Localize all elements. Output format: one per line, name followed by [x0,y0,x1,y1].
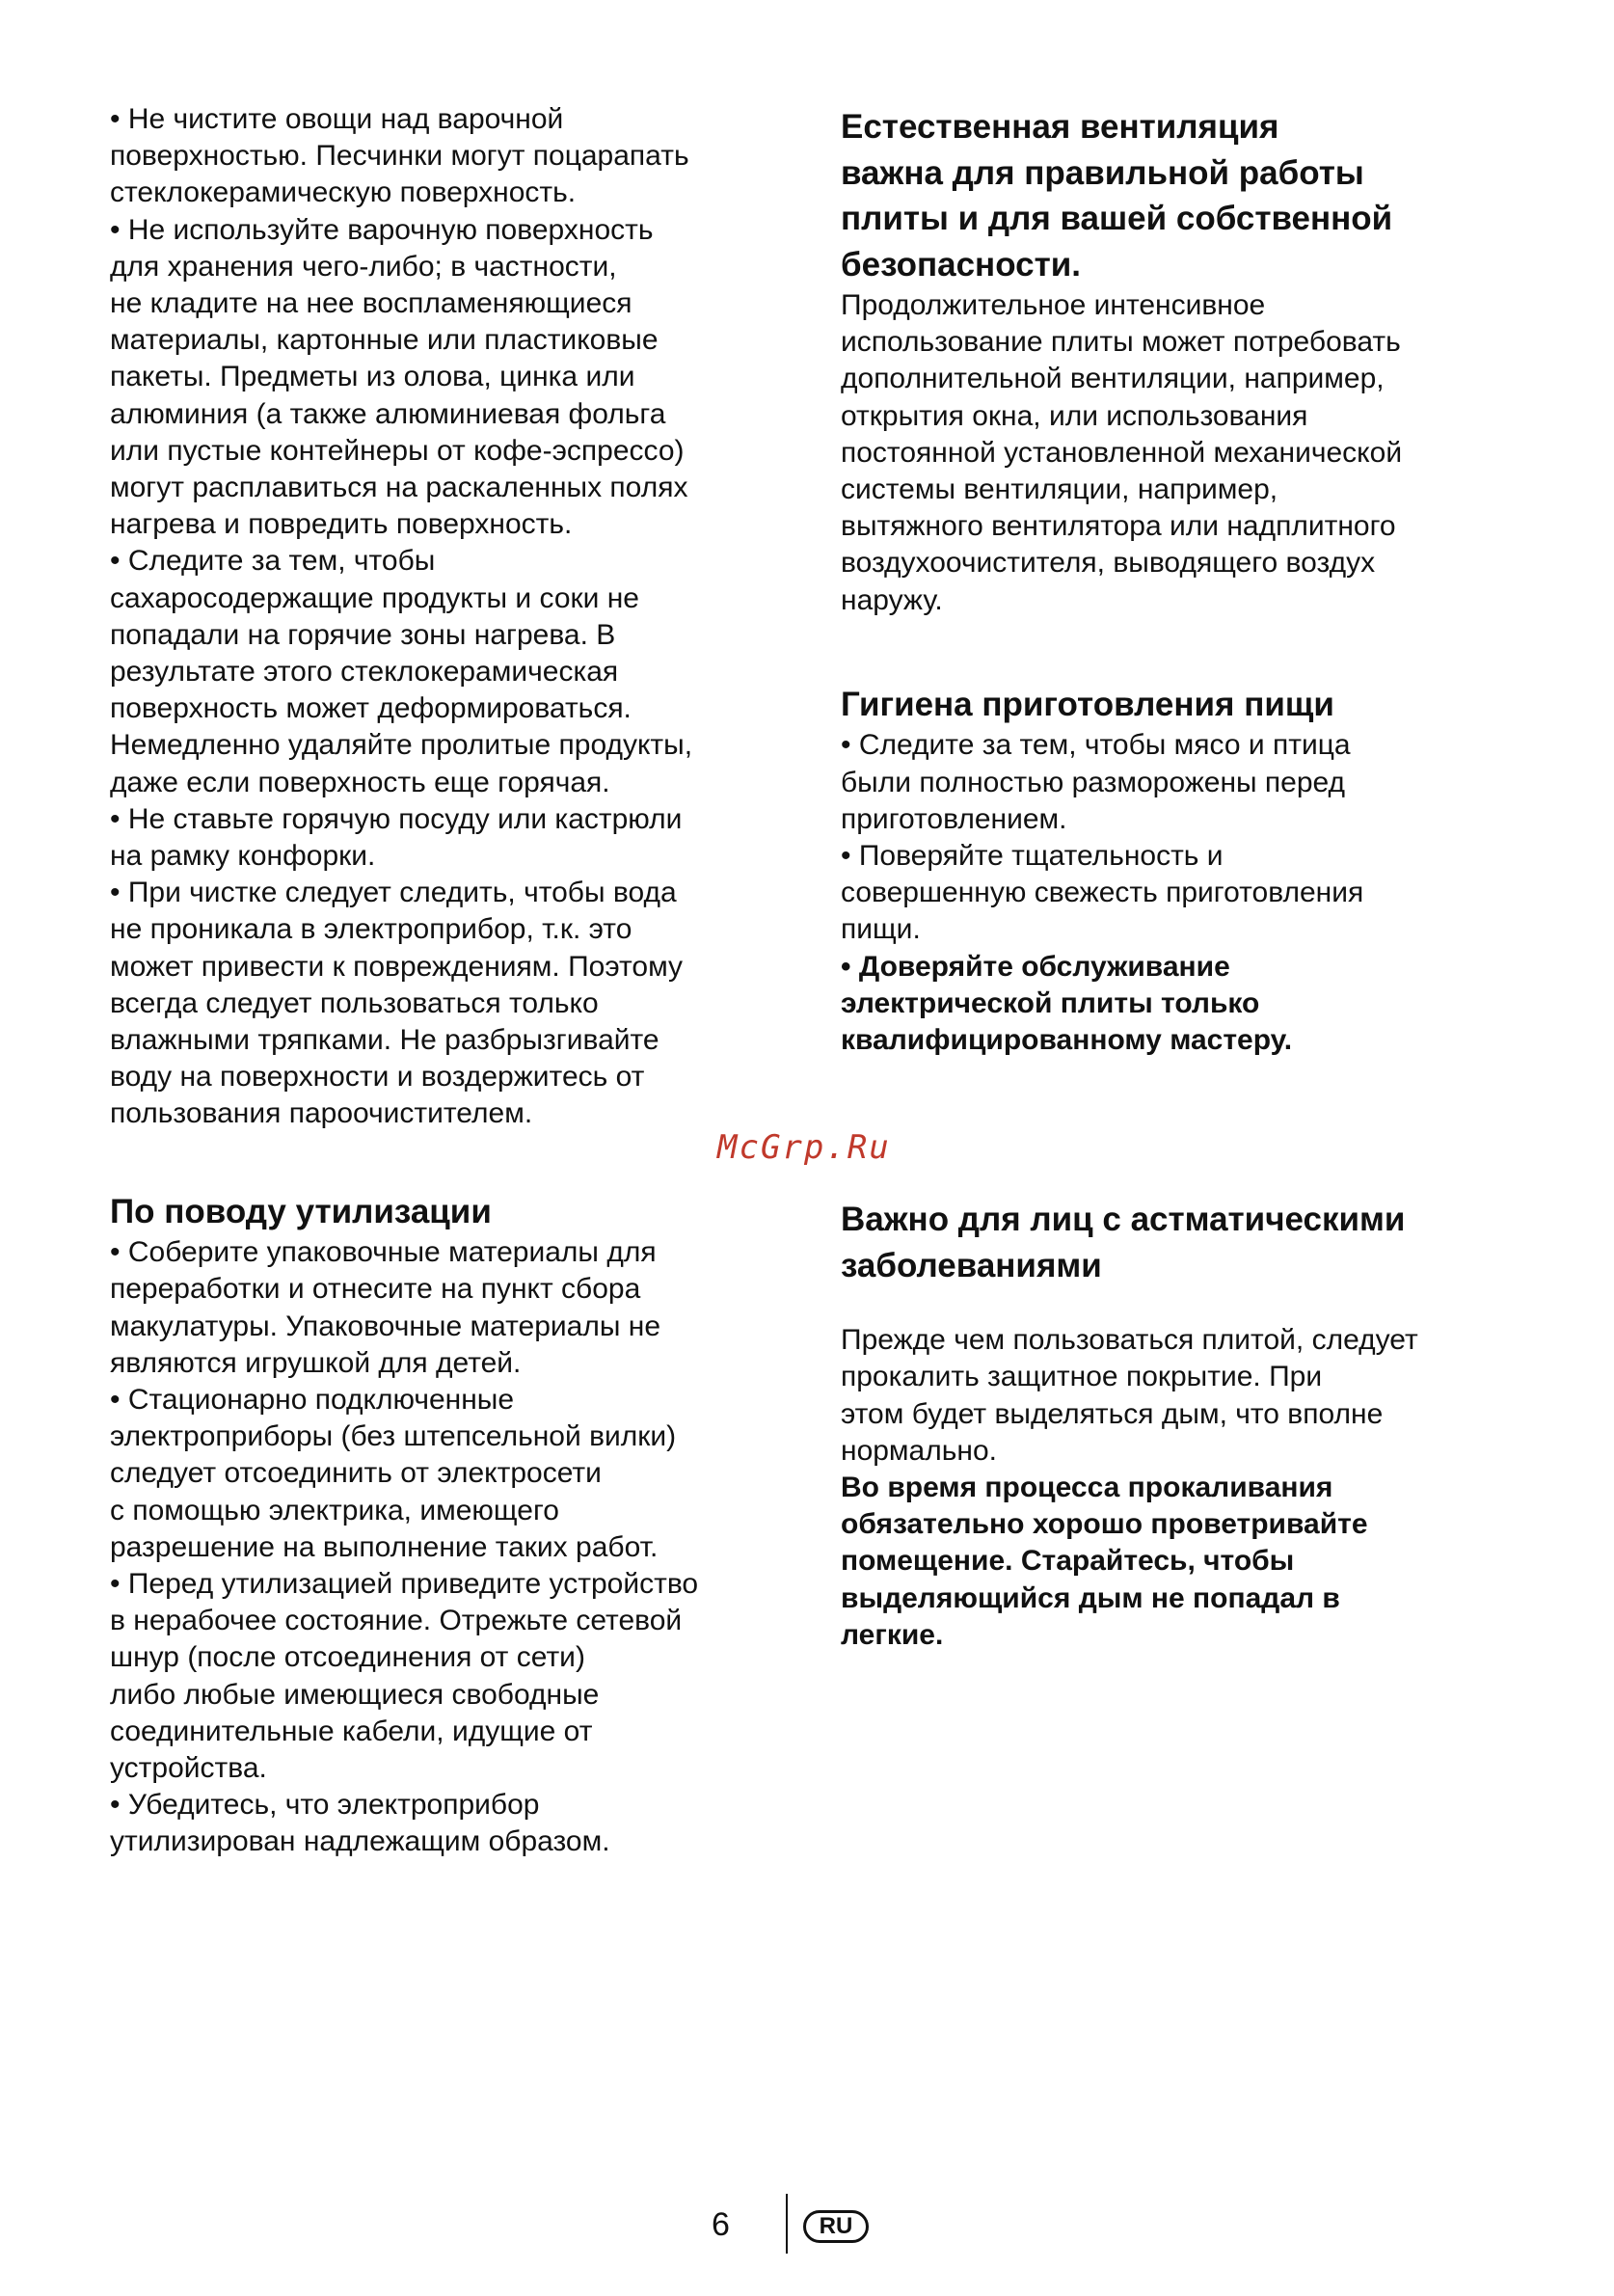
right-column [841,104,1516,1654]
ventilation-text: Продолжительное интенсивное использование плиты может потребовать дополнительной вентиляции, например, открытия окна, или использования постоянной установленной механической системы вентиляции, например, вытяжного вентилятора или надплитного воздухоочистителя, выводящего воздух наружу. [841,289,1403,616]
footer-divider [786,2194,788,2254]
disposal-heading: По поводу утилизации [110,1192,492,1230]
watermark: McGrp.Ru [717,1128,891,1167]
hygiene-heading: Гигиена приготовления пищи [841,685,1334,723]
paragraph-storage: • Не используйте варочную поверхность для хранения чего-либо; в частности, не кладите на нее воспламеняющиеся материалы, картонные или пластиковые пакеты. Предметы из олова, цинка или алюминия (а также алюминиевая фольга или пустые контейнеры от кофе-эспрессо) могут расплавиться на раскаленных полях нагрева и повредить поверхность. [110,213,688,541]
asthma-text: Прежде чем пользоваться плитой, следует прокалить защитное покрытие. При этом будет выделяться дым, что вполне нормально. [841,1324,1418,1467]
paragraph-before-disposal: • Перед утилизацией приведите устройство в нерабочее состояние. Отрежьте сетевой шнур (после отсоединения от сети) либо любые имеющиеся свободные соединительные кабели, идущие от устройства. [110,1568,699,1785]
page-number: 6 [712,2206,730,2243]
asthma-warning: Во время процесса прокаливания обязательно хорошо проветривайте помещение. Старайтесь, чтобы выделяющийся дым не попадал в легкие. [841,1471,1368,1651]
hygiene-item-thaw: • Следите за тем, чтобы мясо и птица были полностью разморожены перед приготовлением. [841,729,1351,835]
paragraph-sugar: • Следите за тем, чтобы сахаросодержащие продукты и соки не попадали на горячие зоны нагрева. В результате этого стеклокерамическая поверхность может деформироваться. Немедленно удаляйте пролитые продукты, даже если поверхность еще горячая. [110,545,693,798]
ventilation-heading: Естественная вентиляция важна для правильной работы плиты и для вашей собственной безопасности. [841,108,1393,284]
hygiene-item-freshness: • Поверяйте тщательность и совершенную свежесть приготовления пищи. [841,839,1364,946]
asthma-heading: Важно для лиц с астматическими заболеваниями [841,1201,1406,1284]
left-column [110,101,785,1861]
paragraph-packaging: • Соберите упаковочные материалы для переработки и отнесите на пункт сбора макулатуры. Упаковочные материалы не являются игрушкой для детей. [110,1236,661,1379]
paragraph-hot-cookware: • Не ставьте горячую посуду или кастрюли на рамку конфорки. [110,802,683,873]
paragraph-vegetables: • Не чистите овощи над варочной поверхностью. Песчинки могут поцарапать стеклокерамическую поверхность. [110,103,689,209]
paragraph-stationary-appliances: • Стационарно подключенные электроприборы (без штепсельной вилки) следует отсоединить от электросети с помощью электрика, имеющего разрешение на выполнение таких работ. [110,1384,677,1563]
hygiene-item-service: • Доверяйте обслуживание электрической плиты только квалифицированному мастеру. [841,950,1293,1056]
paragraph-cleaning: • При чистке следует следить, чтобы вода не проникала в электроприбор, т.к. это может привести к повреждениям. Поэтому всегда следует пользоваться только влажными тряпками. Не разбрызгивайте воду на поверхности и воздержитесь от пользования пароочистителем. [110,877,684,1130]
language-badge: RU [803,2210,869,2243]
paragraph-proper-disposal: • Убедитесь, что электроприбор утилизирован надлежащим образом. [110,1789,610,1858]
